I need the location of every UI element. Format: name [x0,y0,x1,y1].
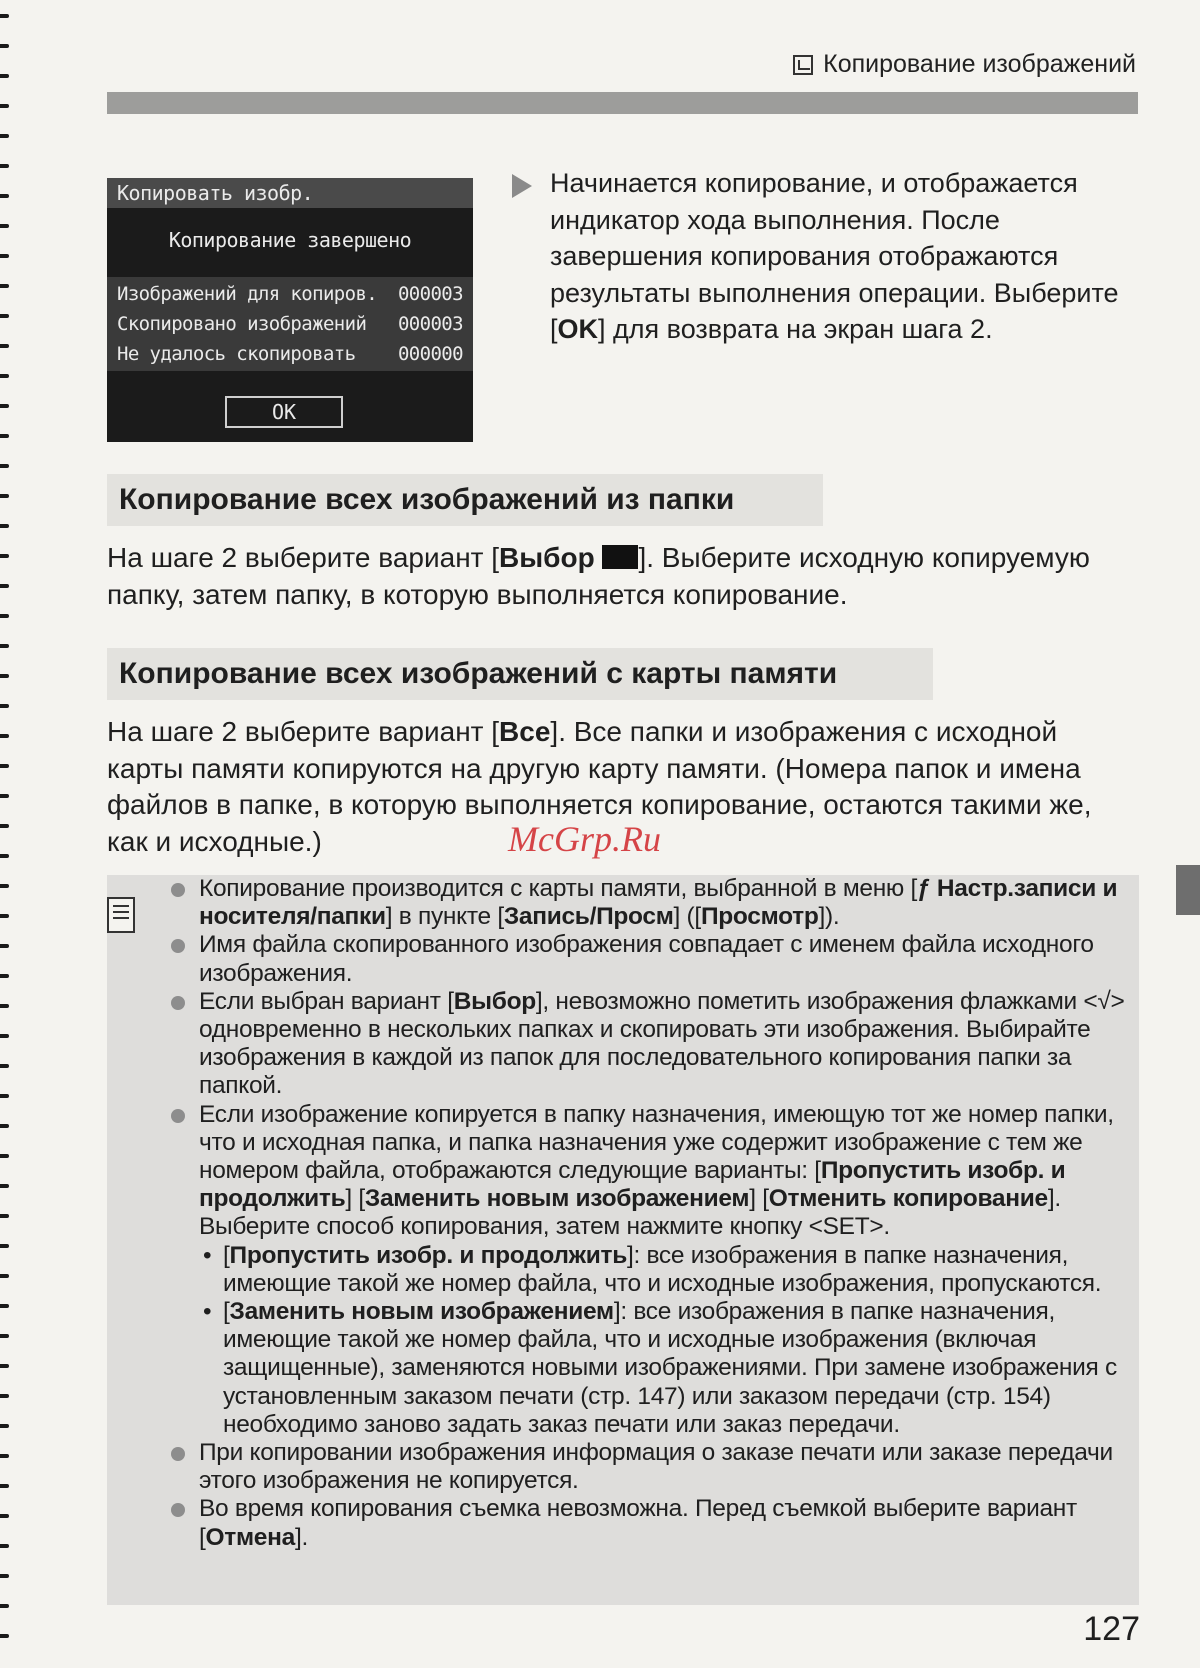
binding-hole [0,1454,9,1458]
binding-hole [0,584,9,588]
note-item: Во время копирования съемка невозможна. Перед съемкой выберите вариант [Отмена]. [167,1495,1127,1551]
note-item: При копировании изображения информация о заказе печати или заказе передачи этого изображения не копируется. [167,1439,1127,1495]
screen-row: Изображений для копиров. 000003 [117,283,463,305]
binding-hole [0,1424,9,1428]
binding-hole [0,974,9,978]
binding-hole [0,1514,9,1518]
binding-hole [0,74,9,78]
binding-hole [0,1574,9,1578]
binding-hole [0,224,9,228]
binding-hole [0,824,9,828]
binding-hole [0,14,9,18]
binding-hole [0,254,9,258]
binding-hole [0,764,9,768]
note-item: Если выбран вариант [Выбор], невозможно пометить изображения флажками <√> одновременно в нескольких папках и скопировать эти изображения. Выбирайте изображения в каждой из папок для последовательного копирования папки за папкой. [167,988,1127,1101]
screen-row: Не удалось скопировать 000000 [117,343,463,365]
camera-screen [107,178,473,442]
binding-hole [0,524,9,528]
binding-hole [0,1274,9,1278]
binding-hole [0,1094,9,1098]
note-subitem: • [Пропустить изобр. и продолжить]: все изображения в папке назначения, имеющие такой же номер файла, что и исходные изображения, пропускаются. [203,1241,1102,1297]
binding-hole [0,614,9,618]
binding-hole [0,344,9,348]
binding-hole [0,194,9,198]
binding-hole [0,164,9,168]
section-heading-card: Копирование всех изображений с карты памяти [107,648,933,700]
note-item: Копирование производится с карты памяти, выбранной в меню [ƒ Настр.записи и носителя/папки] в пункте [Запись/Просм] ([Просмотр]). [167,875,1127,931]
binding-hole [0,794,9,798]
binding-hole [0,734,9,738]
spiral-binding [0,0,14,1668]
binding-hole [0,1124,9,1128]
binding-hole [0,1244,9,1248]
binding-hole [0,644,9,648]
binding-hole [0,1064,9,1068]
binding-hole [0,1394,9,1398]
step-description: Начинается копирование, и отображается индикатор хода выполнения. После завершения копирования отображаются результаты выполнения операции. Выберите [OK] для возврата на экран шага 2. [550,165,1140,348]
binding-hole [0,464,9,468]
binding-hole [0,914,9,918]
screen-status: Копирование завершено [168,228,412,252]
binding-hole [0,404,9,408]
section-card-text: На шаге 2 выберите вариант [Все]. Все папки и изображения с исходной карты памяти копируются на другую карту памяти. (Номера папок и имена файлов в папке, в которую выполняется копирование, остаются такими же, как и исходные.) [107,716,1092,857]
section-heading-folder: Копирование всех изображений из папки [107,474,823,526]
binding-hole [0,314,9,318]
screen-ok-button[interactable]: OK [225,396,343,428]
binding-hole [0,1034,9,1038]
binding-hole [0,1604,9,1608]
binding-hole [0,284,9,288]
screen-title: Копировать изобр. [107,178,473,208]
binding-hole [0,1214,9,1218]
copy-image-icon [793,55,813,75]
binding-hole [0,704,9,708]
binding-hole [0,674,9,678]
screen-results [107,277,473,371]
binding-hole [0,1484,9,1488]
notes-box [107,875,1139,1605]
binding-hole [0,884,9,888]
section-folder-text: На шаге 2 выберите вариант [Выбор ]. Выберите исходную копируемую папку, затем папку, в которую выполняется копирование. [107,542,1090,610]
binding-hole [0,494,9,498]
note-item: Если изображение копируется в папку назначения, имеющую тот же номер папки, что и исходная папка, и папка назначения уже содержит изображение с тем же номером файла, отображаются следующие варианты: [Пропустить изобр. и продолжить] [Заменить новым изображением] [Отменить копирование]. Выберите способ копирования, затем нажмите кнопку <SET>. [167,1101,1127,1242]
memo-icon [107,897,135,933]
chapter-tab [1176,865,1200,915]
header-title: Копирование изображений [823,50,1136,78]
binding-hole [0,1364,9,1368]
binding-hole [0,1634,9,1638]
folder-icon [602,545,638,569]
binding-hole [0,1154,9,1158]
binding-hole [0,434,9,438]
page-number: 127 [1083,1610,1140,1648]
page-header [793,50,1136,79]
binding-hole [0,554,9,558]
note-subitem: • [Заменить новым изображением]: все изображения в папке назначения, имеющие такой же номер файла, что и исходные изображения (включая защищенные), заменяются новыми изображениями. При замене изображения с установленным заказом печати (стр. 147) или заказом передачи (стр. 154) необходимо заново задать заказ печати или заказ передачи. [203,1298,1117,1438]
binding-hole [0,44,9,48]
binding-hole [0,1304,9,1308]
note-item: Имя файла скопированного изображения совпадает с именем файла исходного изображения. [167,931,1127,987]
binding-hole [0,944,9,948]
binding-hole [0,1184,9,1188]
binding-hole [0,134,9,138]
binding-hole [0,1004,9,1008]
binding-hole [0,374,9,378]
screen-row: Скопировано изображений 000003 [117,313,463,335]
header-bar [107,92,1138,114]
watermark: McGrp.Ru [508,819,661,859]
binding-hole [0,854,9,858]
triangle-bullet-icon [512,174,532,198]
binding-hole [0,1544,9,1548]
binding-hole [0,1334,9,1338]
binding-hole [0,104,9,108]
